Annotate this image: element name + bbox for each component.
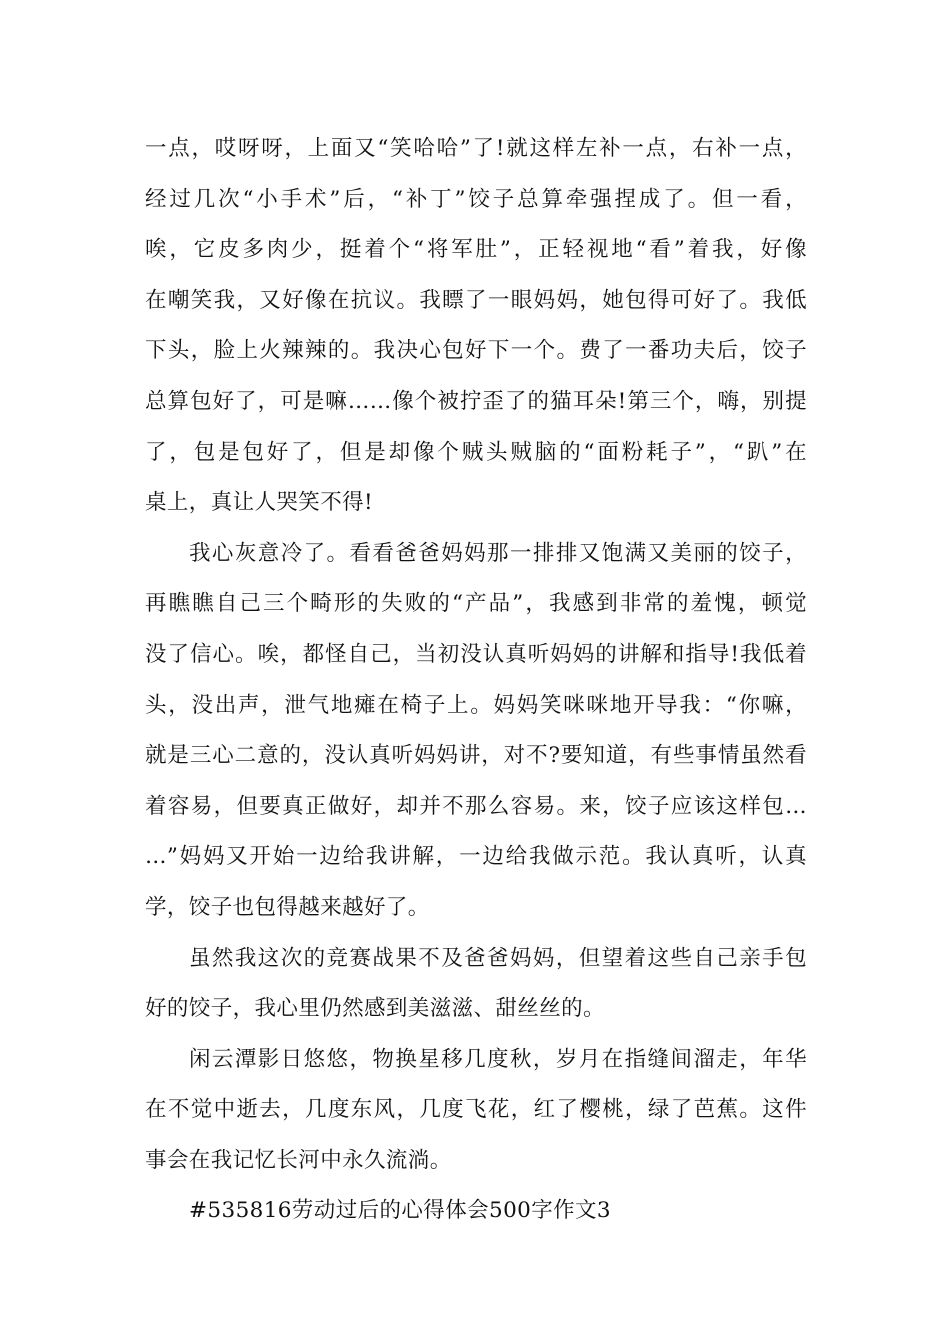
article-body	[145, 124, 807, 1237]
text-line: 事会在我记忆长河中永久流淌。	[145, 1147, 452, 1173]
paragraph-start-line: 闲云潭影日悠悠，物换星移几度秋，岁月在指缝间溜走，年华	[189, 1046, 807, 1072]
text-line: 学，饺子也包得越来越好了。	[145, 894, 430, 920]
text-line: 就是三心二意的，没认真听妈妈讲，对不?要知道，有些事情虽然看	[145, 743, 807, 769]
paragraph-start-line: 我心灰意冷了。看看爸爸妈妈那一排排又饱满又美丽的饺子，	[189, 540, 807, 566]
text-line: 一点，哎呀呀，上面又“笑哈哈”了!就这样左补一点，右补一点，	[145, 136, 807, 161]
text-line: 没了信心。唉，都怪自己，当初没认真听妈妈的讲解和指导!我低着	[145, 641, 807, 667]
text-line: 唉，它皮多肉少，挺着个“将军肚”，正轻视地“看”着我，好像	[145, 237, 807, 263]
text-line: 着容易，但要真正做好，却并不那么容易。来，饺子应该这样包…	[145, 793, 807, 819]
text-line: 了，包是包好了，但是却像个贼头贼脑的“面粉耗子”，“趴”在	[145, 439, 807, 465]
text-line: 总算包好了，可是嘛……像个被拧歪了的猫耳朵!第三个，嗨，别提	[145, 388, 807, 414]
text-line: …”妈妈又开始一边给我讲解，一边给我做示范。我认真听，认真	[145, 844, 807, 870]
text-line: 在不觉中逝去，几度东风，几度飞花，红了樱桃，绿了芭蕉。这件	[145, 1097, 807, 1123]
text-line: 好的饺子，我心里仍然感到美滋滋、甜丝丝的。	[145, 996, 605, 1022]
paragraph-start-line: 虽然我这次的竞赛战果不及爸爸妈妈，但望着这些自己亲手包	[189, 945, 807, 971]
text-line: 再瞧瞧自己三个畸形的失败的“产品”，我感到非常的羞愧，顿觉	[145, 591, 807, 617]
text-line: 桌上，真让人哭笑不得!	[145, 490, 374, 516]
text-line: 经过几次“小手术”后，“补丁”饺子总算牵强捏成了。但一看，	[145, 186, 807, 212]
text-line: 在嘲笑我，又好像在抗议。我瞟了一眼妈妈，她包得可好了。我低	[145, 287, 807, 313]
text-line: 下头，脸上火辣辣的。我决心包好下一个。费了一番功夫后，饺子	[145, 338, 807, 364]
section-heading: #535816劳动过后的心得体会500字作文3	[189, 1198, 612, 1224]
text-line: 头，没出声，泄气地瘫在椅子上。妈妈笑咪咪地开导我：“你嘛，	[145, 692, 807, 718]
